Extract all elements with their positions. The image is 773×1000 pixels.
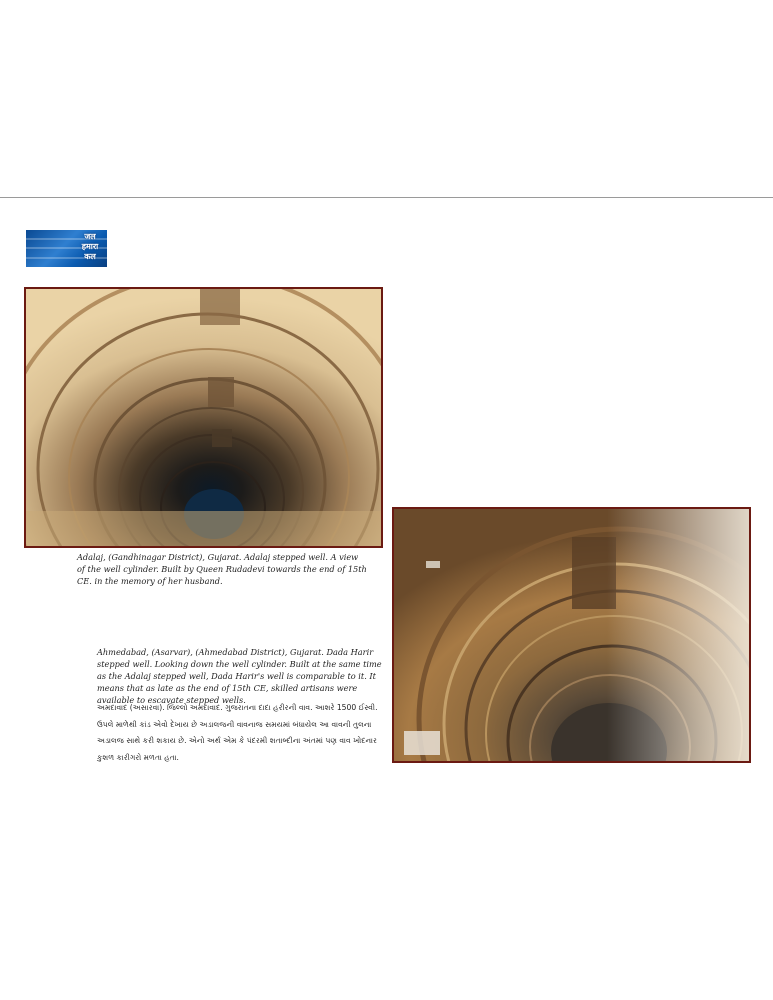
adalaj-well-photo — [24, 287, 383, 548]
dada-harir-well-photo — [392, 507, 751, 763]
logo-text — [74, 232, 106, 262]
dada-harir-caption: Ahmedabad, (Asarvar), (Ahmedabad District), Gujarat. Dada Harir stepped well. Looking down the well cylinder. Built at the same time as the Adalaj stepped well, Dada Harir's well is comparable to it. It means that as late as the end of 15th CE, skilled artisans were available to escavate stepped wells. — [97, 647, 382, 705]
logo — [26, 230, 107, 267]
logo-line-2: हमारा — [81, 242, 99, 251]
gujarati-caption: અમદાવાદ (અસારવા). જિલ્લો અમદાવાદ. ગુજરાતના દાદા હરીરની વાવ. આશરે 1500 ઈસ્વી. ઉપલે માળેથી કાંડ એવો દેખાય છે અડાલજની વાવનાજ સમયમાં બંધાયેલ આ વાવની તુલના અડાલજ સાથે કરી શકાય છે. એનો અર્થ એમ કે પંદરમી શતાબ્દીના અંતમાં પણ વાવ ખોદનાર કુશળ કારીગરો મળતા હતા. — [97, 703, 378, 762]
logo-line-1: जल — [84, 232, 96, 241]
adalaj-caption: Adalaj, (Gandhinagar District), Gujarat. Adalaj stepped well. A view of the well cylinder. Built by Queen Rudadevi towards the end of 15th CE. in the memory of her husband. — [77, 552, 367, 586]
logo-line-3: कल — [84, 252, 96, 261]
